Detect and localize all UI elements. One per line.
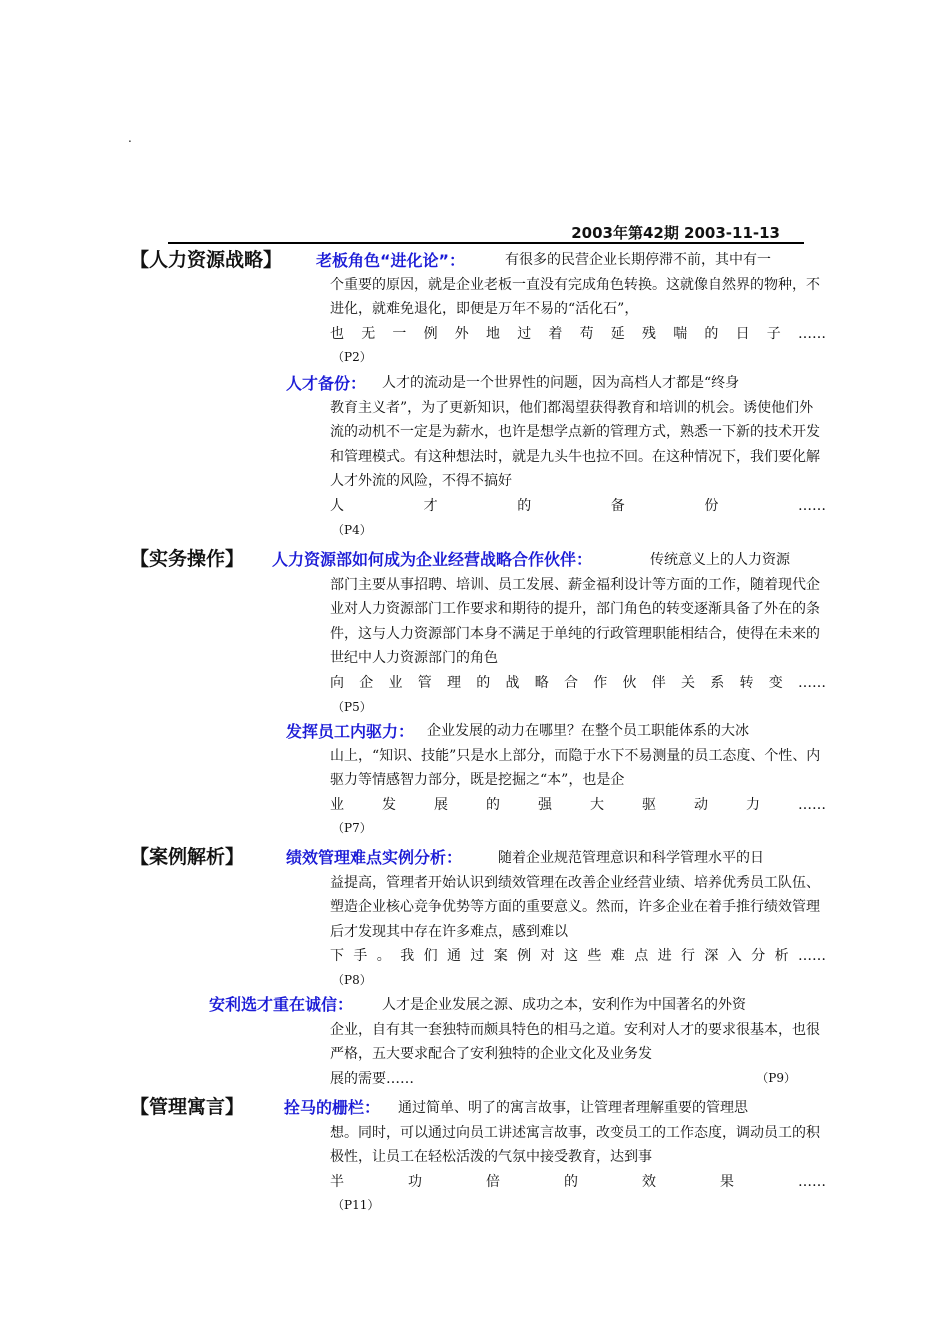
article-lead: 有很多的民营企业长期停滞不前，其中有一 bbox=[505, 252, 771, 268]
article-text: 山上，“知识、技能”只是水上部分，而隐于水下不易测量的员工态度、个性、内驱力等情感智力部分，既是挖掘之“本”，也是企 bbox=[330, 747, 821, 789]
article-text: 益提高，管理者开始认识到绩效管理在改善企业经营业绩、培养优秀员工队伍、塑造企业核心竞争优势等方面的重要意义。然而，许多企业在着手推行绩效管理后才发现其中存在许多难点，感到难以 bbox=[330, 874, 820, 940]
article-body-performance bbox=[330, 846, 826, 991]
section-label-case-study: 【案例解析】 bbox=[130, 846, 245, 868]
article-last-line: 展的需要…… bbox=[330, 1070, 414, 1087]
article-lead: 通过简单、明了的寓言故事，让管理者理解重要的管理思 bbox=[398, 1100, 748, 1116]
article-lead: 传统意义上的人力资源 bbox=[650, 552, 790, 568]
article-body-inner-drive bbox=[330, 719, 826, 839]
article-text: 教育主义者”，为了更新知识，他们都渴望获得教育和培训的机会。诱使他们外流的动机不一定是为薪水，也许是想学点新的管理方式，熟悉一下新的技术开发和管理模式。有这种想法时，就是九头牛也拉不回。在这种情况下，我们要化解人才外流的风险，不得不搞好 bbox=[330, 399, 820, 490]
article-body-boss-role bbox=[330, 248, 826, 368]
article-last-line: 下手。我们通过案例对这些难点进行深入分析…… bbox=[330, 948, 826, 965]
article-lead: 人才的流动是一个世界性的问题，因为高档人才都是“终身 bbox=[382, 375, 740, 391]
page-reference: （P5） bbox=[332, 699, 372, 714]
section-label-hr-strategy: 【人力资源战略】 bbox=[130, 249, 283, 271]
article-text: 部门主要从事招聘、培训、员工发展、薪金福利设计等方面的工作，随着现代企业对人力资源部门工作要求和期待的提升，部门角色的转变逐渐具备了外在的条件，这与人力资源部门本身不满足于单纯的行政管理职能相结合，使得在未来的世纪中人力资源部门的角色 bbox=[330, 576, 820, 667]
article-body-hr-partner bbox=[330, 548, 826, 718]
page-reference: （P4） bbox=[332, 522, 372, 537]
article-lead: 企业发展的动力在哪里？在整个员工职能体系的大冰 bbox=[427, 723, 749, 739]
article-last-line: 半功倍的效果…… bbox=[330, 1173, 826, 1190]
article-last-line: 业发展的强大驱动力…… bbox=[330, 796, 826, 813]
article-title-boss-role[interactable]: 老板角色“进化论”： bbox=[316, 251, 466, 270]
article-last-line: 也无一例外地过着苟延残喘的日子…… bbox=[330, 325, 826, 342]
article-title-hr-partner[interactable]: 人力资源部如何成为企业经营战略合作伙伴： bbox=[272, 550, 593, 569]
article-last-line: 向企业管理的战略合作伙伴关系转变…… bbox=[330, 674, 826, 691]
article-title-amway[interactable]: 安利选才重在诚信： bbox=[209, 995, 354, 1014]
article-title-performance[interactable]: 绩效管理难点实例分析： bbox=[286, 848, 463, 867]
article-body-fence bbox=[330, 1096, 826, 1216]
issue-header: 2003年第42期 2003-11-13 bbox=[168, 224, 804, 244]
article-text: 企业，自有其一套独特而颇具特色的相马之道。安利对人才的要求很基本，也很严格，五大要求配合了安利独特的企业文化及业务发 bbox=[330, 1021, 820, 1063]
page-reference: （P9） bbox=[756, 1071, 796, 1086]
article-last-line: 人才的备份…… bbox=[330, 497, 826, 514]
article-text: 想。同时，可以通过向员工讲述寓言故事，改变员工的工作态度，调动员工的积极性，让员工在轻松活泼的气氛中接受教育，达到事 bbox=[330, 1124, 820, 1166]
page-reference: （P8） bbox=[332, 972, 372, 987]
article-title-inner-drive[interactable]: 发挥员工内驱力： bbox=[286, 722, 415, 741]
article-title-fence[interactable]: 拴马的栅栏： bbox=[284, 1098, 381, 1117]
page-reference: （P7） bbox=[332, 821, 372, 836]
article-lead: 随着企业规范管理意识和科学管理水平的日 bbox=[498, 850, 764, 866]
section-label-practice: 【实务操作】 bbox=[130, 548, 245, 570]
page-reference: （P11） bbox=[332, 1198, 380, 1213]
article-body-talent-backup bbox=[330, 371, 826, 541]
page-marker-dot: . bbox=[128, 131, 132, 145]
article-title-talent-backup[interactable]: 人才备份： bbox=[286, 374, 367, 393]
article-lead: 人才是企业发展之源、成功之本，安利作为中国著名的外资 bbox=[382, 997, 746, 1013]
article-body-amway bbox=[330, 993, 826, 1089]
page-reference: （P2） bbox=[332, 350, 372, 365]
section-label-fable: 【管理寓言】 bbox=[130, 1096, 245, 1118]
article-text: 个重要的原因，就是企业老板一直没有完成角色转换。这就像自然界的物种，不进化，就难免退化，即便是万年不易的“活化石”， bbox=[330, 276, 820, 318]
